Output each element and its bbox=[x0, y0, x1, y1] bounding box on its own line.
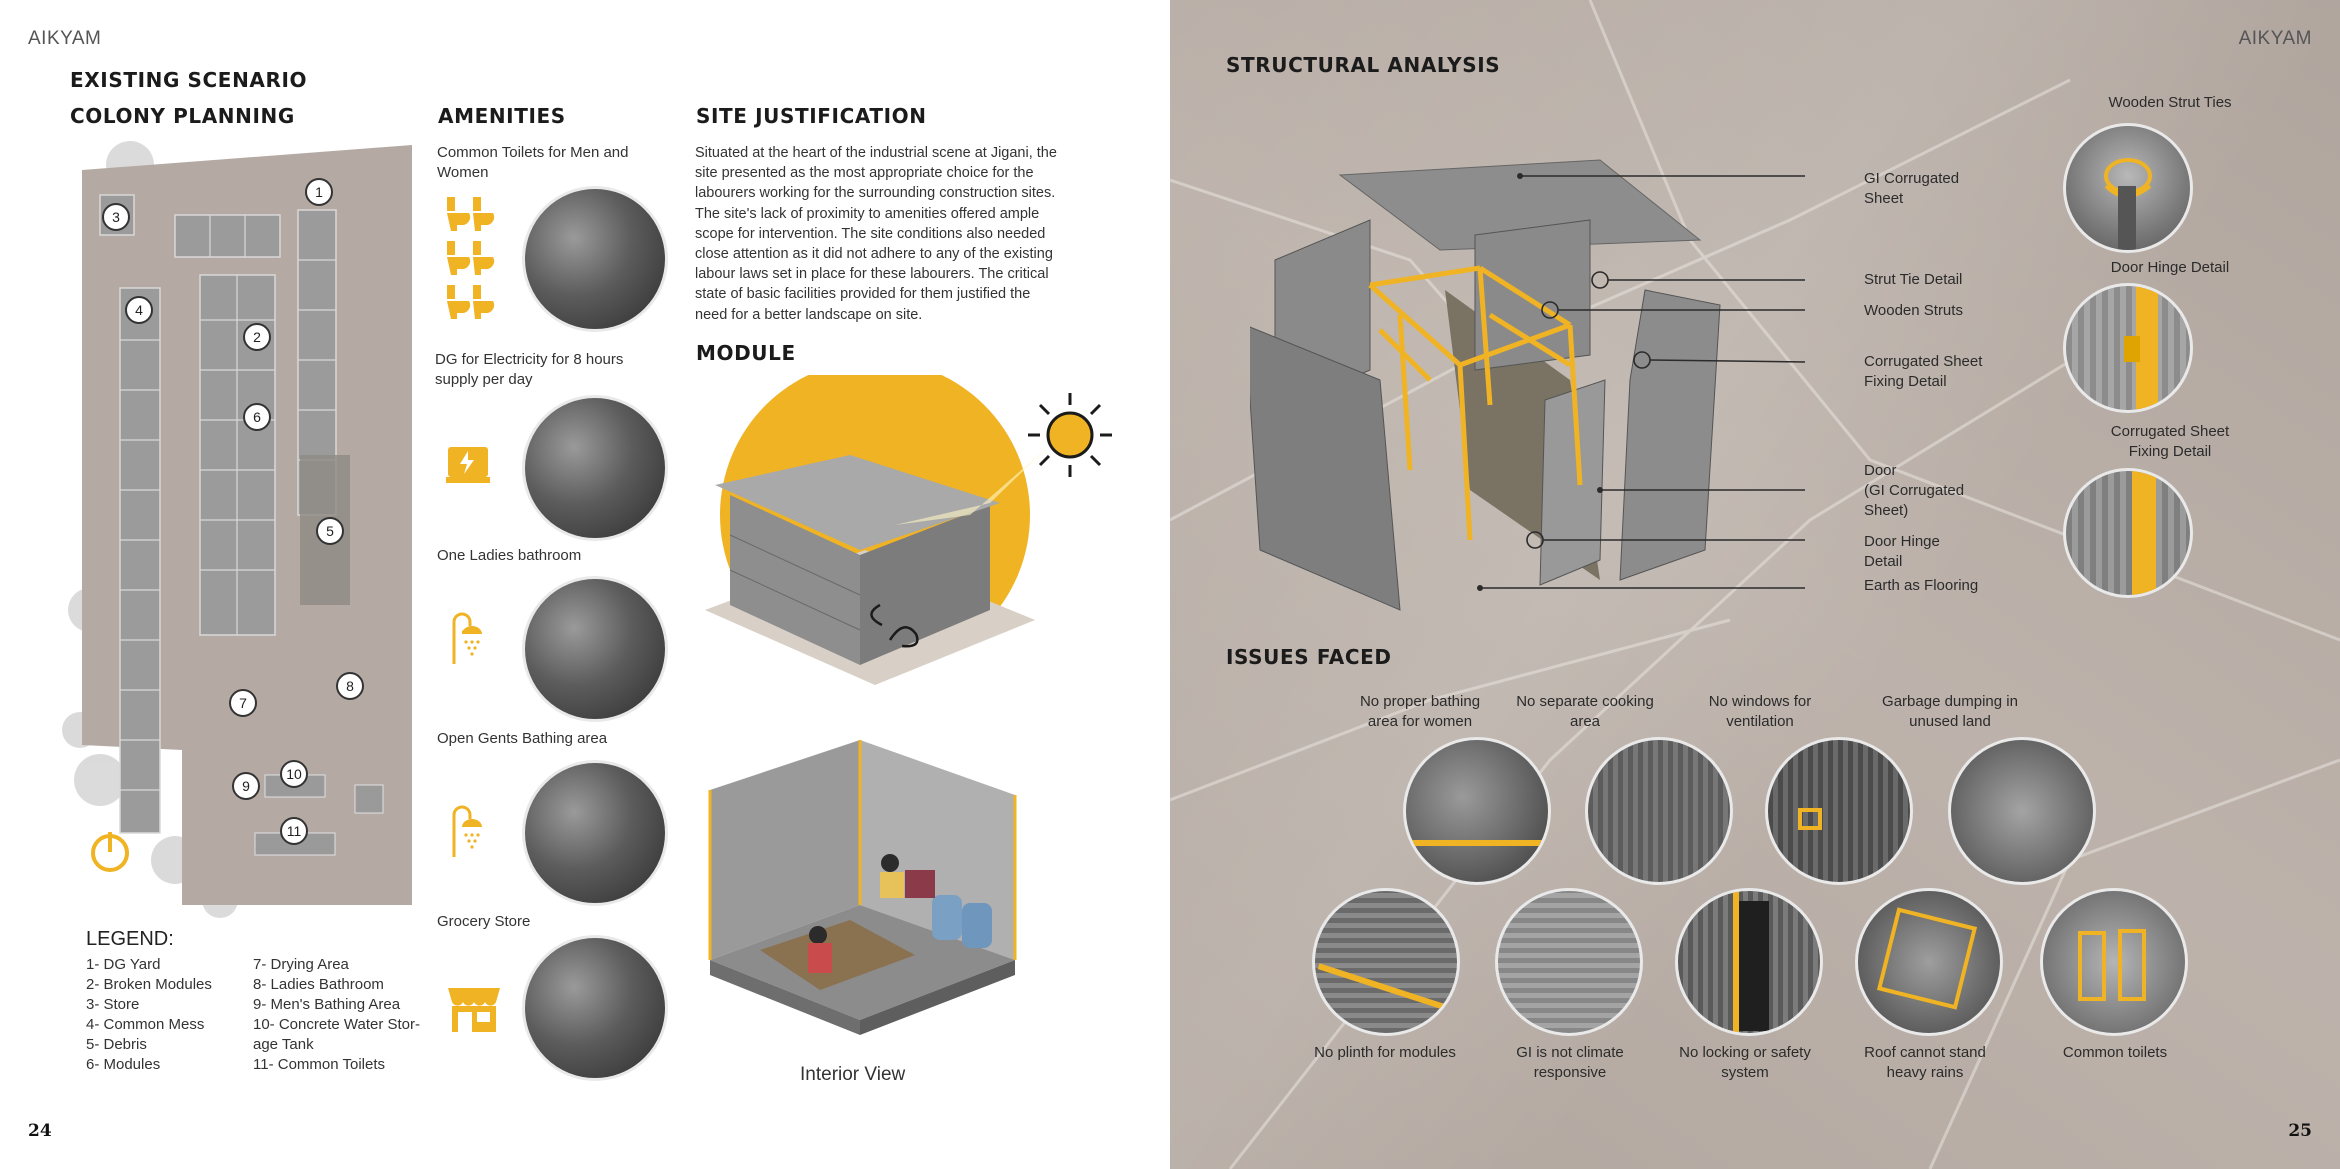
callout-gi-corrugated-sheet bbox=[1864, 169, 1959, 209]
callout-line: Earth as Flooring bbox=[1864, 577, 1979, 594]
text-line: scope for intervention. The site conditions also needed bbox=[695, 225, 1046, 242]
issue-photo-roof bbox=[1855, 888, 2003, 1036]
interior-view-illustration bbox=[700, 735, 1025, 1065]
text-line: labour laws set in place for these labourers. The critical bbox=[695, 266, 1049, 283]
callout-line: Door Hinge bbox=[1864, 533, 1940, 550]
legend-item: 9- Men's Bathing Area bbox=[253, 996, 401, 1013]
plan-marker-9: 9 bbox=[232, 772, 260, 800]
heading-existing-scenario: EXISTING SCENARIO bbox=[70, 68, 308, 92]
text-line: labourers working for the surrounding construction sites. bbox=[695, 185, 1056, 202]
plan-marker-7: 7 bbox=[229, 689, 257, 717]
issue-photo-locking bbox=[1675, 888, 1823, 1036]
issue-label-line: GI is not climate bbox=[1516, 1044, 1624, 1061]
plan-marker-3: 3 bbox=[102, 203, 130, 231]
text-line: need for a better landscape on site. bbox=[695, 306, 923, 323]
interior-view-caption: Interior View bbox=[800, 1064, 906, 1085]
callout-wooden-struts bbox=[1864, 301, 1963, 321]
issue-photo-gi-climate bbox=[1495, 888, 1643, 1036]
callout-line: Sheet bbox=[1864, 190, 1904, 207]
issue-photo-windows bbox=[1765, 737, 1913, 885]
callout-corrugated-sheet-fixing bbox=[1864, 352, 1982, 392]
gents-bathing-photo bbox=[522, 760, 668, 906]
heading-amenities: AMENITIES bbox=[438, 104, 566, 128]
issue-label-line: Garbage dumping in bbox=[1882, 693, 2018, 710]
shower-icon bbox=[448, 612, 490, 666]
issue-photo-cooking bbox=[1585, 737, 1733, 885]
issue-label-line: No windows for bbox=[1708, 693, 1812, 710]
amenity-label-line: Open Gents Bathing area bbox=[437, 730, 608, 747]
plan-marker-11: 11 bbox=[280, 817, 308, 845]
callout-strut-tie-detail bbox=[1864, 270, 1962, 290]
issue-photo-bathing bbox=[1403, 737, 1551, 885]
legend-item: 3- Store bbox=[86, 996, 140, 1013]
legend-item: age Tank bbox=[253, 1036, 314, 1053]
plan-marker-5: 5 bbox=[316, 517, 344, 545]
issue-label-gi-climate bbox=[1485, 1043, 1655, 1083]
site-justification-text bbox=[695, 143, 1095, 325]
callout-line: Wooden Struts bbox=[1864, 302, 1963, 319]
callout-door-hinge bbox=[1864, 532, 1940, 572]
generator-icon bbox=[442, 437, 494, 489]
amenity-label-line: One Ladies bathroom bbox=[437, 547, 582, 564]
shower-icon bbox=[448, 805, 490, 859]
legend-item: 8- Ladies Bathroom bbox=[253, 976, 384, 993]
detail-label-line: Wooden Strut Ties bbox=[2108, 94, 2232, 111]
detail-label-wooden-strut-ties bbox=[2010, 93, 2330, 113]
legend-item: 2- Broken Modules bbox=[86, 976, 212, 993]
issue-label-line: Roof cannot stand bbox=[1864, 1044, 1986, 1061]
heading-site-justification: SITE JUSTIFICATION bbox=[696, 104, 927, 128]
issue-label-locking bbox=[1660, 1043, 1830, 1083]
issue-label-line: No proper bathing bbox=[1359, 693, 1481, 710]
door-hinge-detail-photo bbox=[2063, 283, 2193, 413]
issue-label-windows bbox=[1680, 692, 1840, 732]
amenity-label-line: Grocery Store bbox=[437, 913, 531, 930]
amenity-label-grocery bbox=[437, 912, 530, 932]
issue-photo-common-toilets bbox=[2040, 888, 2188, 1036]
plan-marker-8: 8 bbox=[336, 672, 364, 700]
issue-photo-garbage bbox=[1948, 737, 2096, 885]
issue-label-cooking bbox=[1500, 692, 1670, 732]
issue-label-garbage bbox=[1850, 692, 2050, 732]
toilets-photo bbox=[522, 186, 668, 332]
detail-label-door-hinge bbox=[2010, 258, 2330, 278]
legend-column-2 bbox=[253, 955, 420, 1075]
amenity-label-gents-bathing bbox=[437, 729, 607, 749]
text-line: Situated at the heart of the industrial scene at Jigani, the bbox=[695, 145, 1057, 161]
detail-label-line: Door Hinge Detail bbox=[2110, 259, 2230, 276]
legend-item: 11- Common Toilets bbox=[253, 1056, 385, 1073]
issue-label-roof bbox=[1840, 1043, 2010, 1083]
legend-item: 1- DG Yard bbox=[86, 956, 161, 973]
text-line: close attention as it did not adhere to any of the existing bbox=[695, 246, 1053, 263]
callout-line: Corrugated Sheet bbox=[1864, 353, 1983, 370]
ladies-bathroom-photo bbox=[522, 576, 668, 722]
issue-label-line: No locking or safety bbox=[1679, 1044, 1811, 1061]
plan-marker-1: 1 bbox=[305, 178, 333, 206]
page-number-left: 24 bbox=[28, 1121, 52, 1141]
callout-line: Fixing Detail bbox=[1864, 373, 1947, 390]
right-page bbox=[1170, 0, 2340, 1169]
issue-label-common-toilets bbox=[2030, 1043, 2200, 1063]
issue-label-line: area for women bbox=[1367, 713, 1473, 730]
callout-line: Door bbox=[1864, 462, 1897, 479]
toilet-icon bbox=[445, 195, 495, 325]
heading-module: MODULE bbox=[696, 341, 796, 365]
callout-line: GI Corrugated bbox=[1864, 170, 1960, 187]
callout-line: Sheet) bbox=[1864, 502, 1909, 519]
issue-label-line: ventilation bbox=[1726, 713, 1794, 730]
callout-earth-flooring bbox=[1864, 576, 1978, 596]
issue-label-bathing bbox=[1340, 692, 1500, 732]
plan-marker-2: 2 bbox=[243, 323, 271, 351]
amenity-label-line: DG for Electricity for 8 hours bbox=[435, 351, 624, 368]
issue-photo-plinth bbox=[1312, 888, 1460, 1036]
generator-photo bbox=[522, 395, 668, 541]
amenity-label-toilets bbox=[437, 143, 628, 183]
legend-column-1 bbox=[86, 955, 212, 1075]
issue-label-line: No separate cooking bbox=[1516, 693, 1654, 710]
callout-line: Detail bbox=[1864, 553, 1903, 570]
legend-item: 7- Drying Area bbox=[253, 956, 349, 973]
detail-label-line: Corrugated Sheet bbox=[2110, 423, 2230, 440]
text-line: site presented as the most appropriate choice for the bbox=[695, 165, 1034, 182]
grocery-photo bbox=[522, 935, 668, 1081]
heading-issues-faced: ISSUES FACED bbox=[1226, 645, 1392, 669]
heading-colony-planning: COLONY PLANNING bbox=[70, 104, 295, 128]
amenity-label-ladies-bathroom bbox=[437, 546, 581, 566]
legend-item: 10- Concrete Water Stor- bbox=[253, 1016, 420, 1033]
plan-marker-6: 6 bbox=[243, 403, 271, 431]
legend-item: 4- Common Mess bbox=[86, 1016, 205, 1033]
legend-item: 6- Modules bbox=[86, 1056, 161, 1073]
legend-title: LEGEND: bbox=[86, 928, 174, 950]
plan-marker-10: 10 bbox=[280, 760, 308, 788]
colony-site-plan bbox=[60, 140, 420, 920]
strut-tie-detail-photo bbox=[2063, 123, 2193, 253]
amenity-label-line: Women bbox=[437, 164, 489, 181]
brand-name-right: AIKYAM bbox=[2238, 28, 2312, 49]
issue-label-line: No plinth for modules bbox=[1314, 1044, 1456, 1061]
plan-marker-4: 4 bbox=[125, 296, 153, 324]
brand-name-left: AIKYAM bbox=[28, 28, 102, 49]
issue-label-line: unused land bbox=[1909, 713, 1991, 730]
exploded-structure-diagram bbox=[1250, 140, 1830, 620]
callout-line: Strut Tie Detail bbox=[1864, 271, 1963, 288]
module-illustration bbox=[690, 375, 1120, 715]
issue-label-line: responsive bbox=[1533, 1064, 1607, 1081]
store-icon bbox=[446, 986, 502, 1034]
callout-door bbox=[1864, 461, 1964, 521]
corrugated-fixing-detail-photo bbox=[2063, 468, 2193, 598]
text-line: The site's lack of proximity to amenities offered ample bbox=[695, 205, 1040, 222]
page-number-right: 25 bbox=[2288, 1121, 2312, 1141]
amenity-label-dg bbox=[435, 350, 623, 390]
issue-label-line: area bbox=[1569, 713, 1601, 730]
issue-label-line: heavy rains bbox=[1886, 1064, 1964, 1081]
text-line: state of basic facilities provided for them justified the bbox=[695, 286, 1031, 303]
amenity-label-line: Common Toilets for Men and bbox=[437, 144, 629, 161]
heading-structural-analysis: STRUCTURAL ANALYSIS bbox=[1226, 53, 1501, 77]
amenity-label-line: supply per day bbox=[435, 371, 533, 388]
issue-label-line: system bbox=[1721, 1064, 1769, 1081]
callout-line: (GI Corrugated bbox=[1864, 482, 1965, 499]
issue-label-line: Common toilets bbox=[2062, 1044, 2168, 1061]
legend-item: 5- Debris bbox=[86, 1036, 147, 1053]
issue-label-plinth bbox=[1290, 1043, 1480, 1063]
detail-label-line: Fixing Detail bbox=[2128, 443, 2212, 460]
detail-label-corrugated-fixing bbox=[2010, 422, 2330, 462]
